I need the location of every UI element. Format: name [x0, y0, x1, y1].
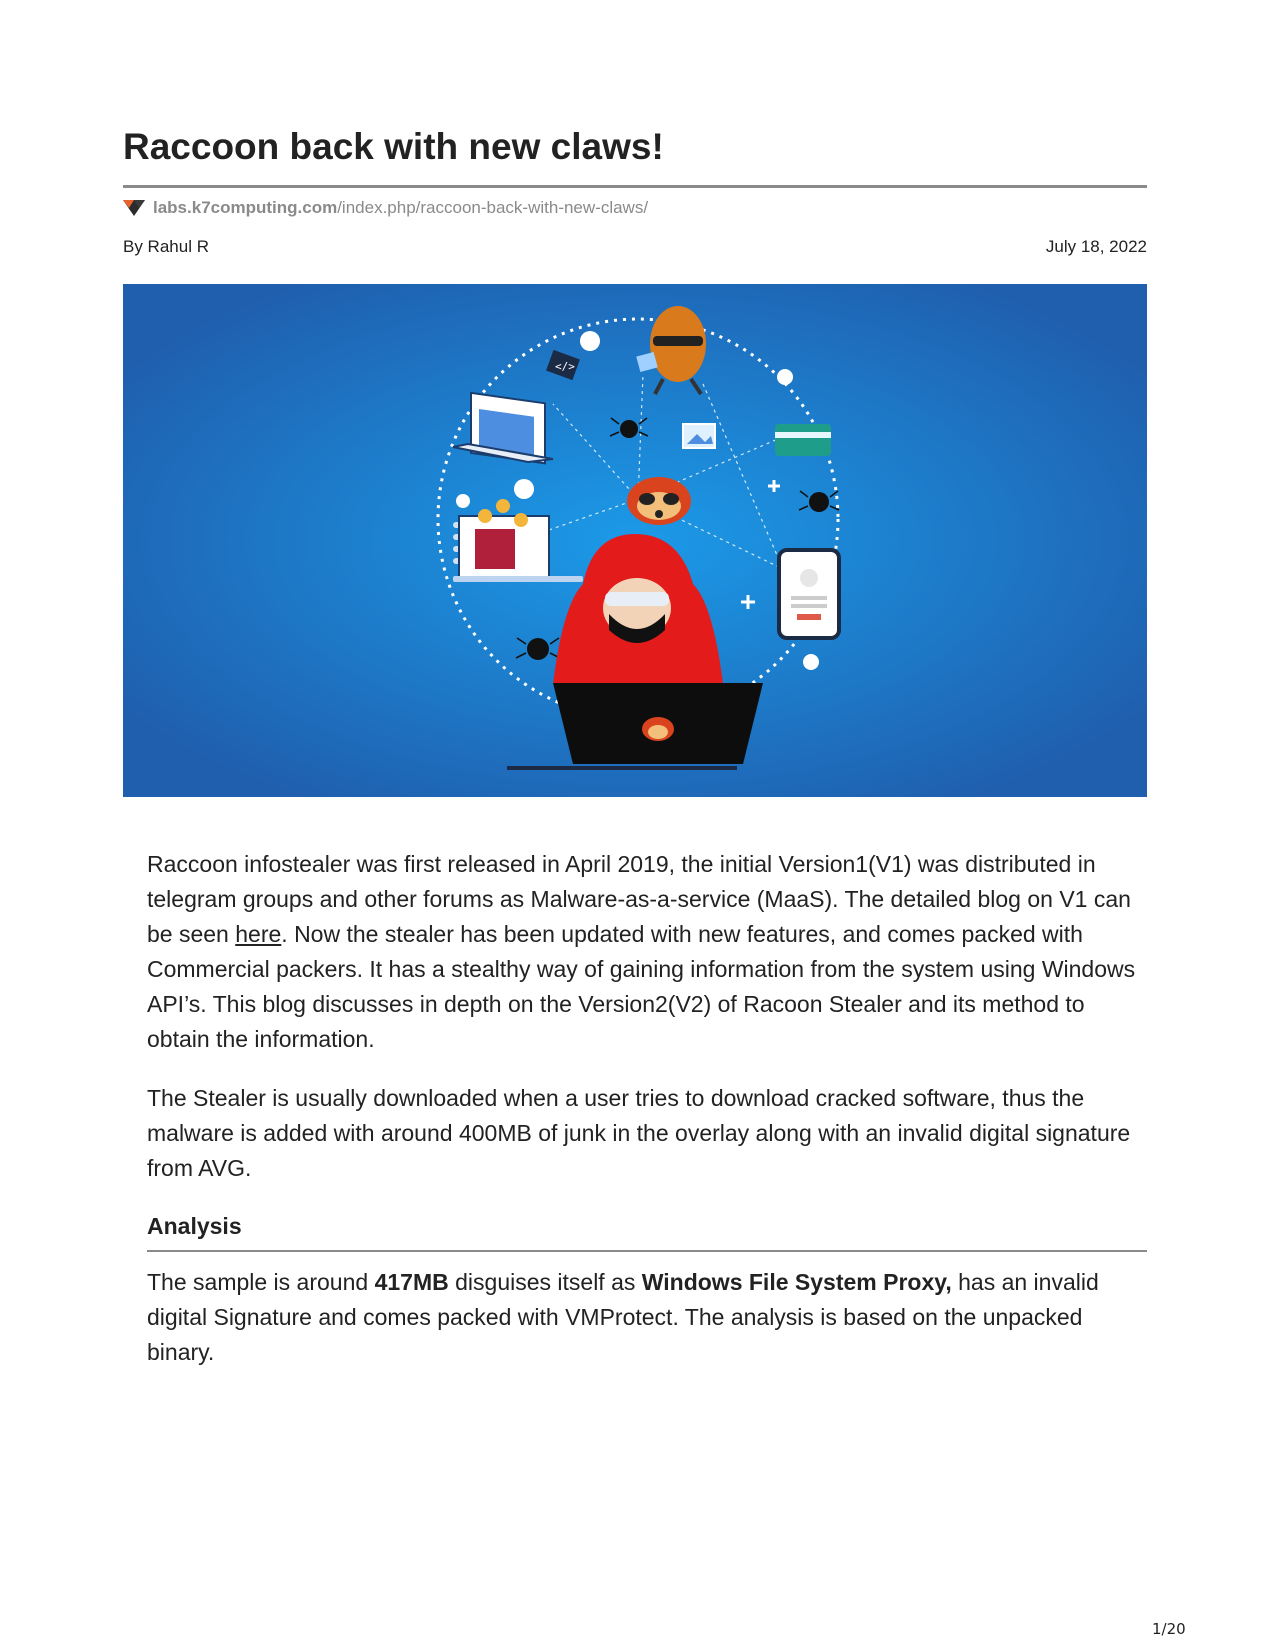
author-byline: By Rahul R [123, 237, 209, 256]
intro-paragraph [147, 847, 1147, 1057]
source-url[interactable] [123, 198, 648, 218]
source-path[interactable]: /index.php/raccoon-back-with-new-claws/ [337, 198, 649, 217]
v1-blog-link[interactable]: here [235, 921, 282, 947]
analysis-text-part2: disguises itself as [448, 1269, 642, 1295]
title-divider [123, 185, 1147, 188]
publish-date: July 18, 2022 [1045, 237, 1147, 256]
sample-size: 417MB [374, 1269, 449, 1295]
disguise-name: Windows File System Proxy, [641, 1269, 952, 1295]
analysis-heading: Analysis [147, 1213, 242, 1239]
analysis-paragraph [147, 1265, 1147, 1370]
article-title: Raccoon back with new claws! [123, 126, 664, 167]
page-number: 1/20 [1152, 1620, 1186, 1638]
analysis-text-part1: The sample is around [147, 1269, 375, 1295]
analysis-divider [147, 1250, 1147, 1252]
distribution-paragraph: The Stealer is usually downloaded when a user tries to download cracked software, thus the malware is added with around 400MB of junk in the overlay along with an invalid digital signature from AVG. [147, 1085, 1131, 1181]
svg-text:</>: </> [555, 360, 575, 373]
intro-text-part1: Raccoon infostealer was first released in April 2019, the initial Version1(V1) was distributed in telegram groups and other forums as Malware-as-a-service (MaaS). The detailed blog on V1 can be seen [147, 851, 1131, 947]
k7-logo-icon [123, 199, 145, 217]
analysis-text-part3: has an invalid digital Signature and comes packed with VMProtect. The analysis is based on the unpacked binary. [147, 1269, 1099, 1365]
source-domain[interactable]: labs.k7computing.com [153, 198, 338, 217]
intro-text-part2: . Now the stealer has been updated with new features, and comes packed with Commercial packers. It has a stealthy way of gaining information from the system using Windows API’s. This blog discusses in depth on the Version2(V2) of Racoon Stealer and its method to obtain the information. [147, 921, 1136, 1052]
hero-illustration [123, 284, 1147, 797]
phone-icon [779, 550, 839, 638]
